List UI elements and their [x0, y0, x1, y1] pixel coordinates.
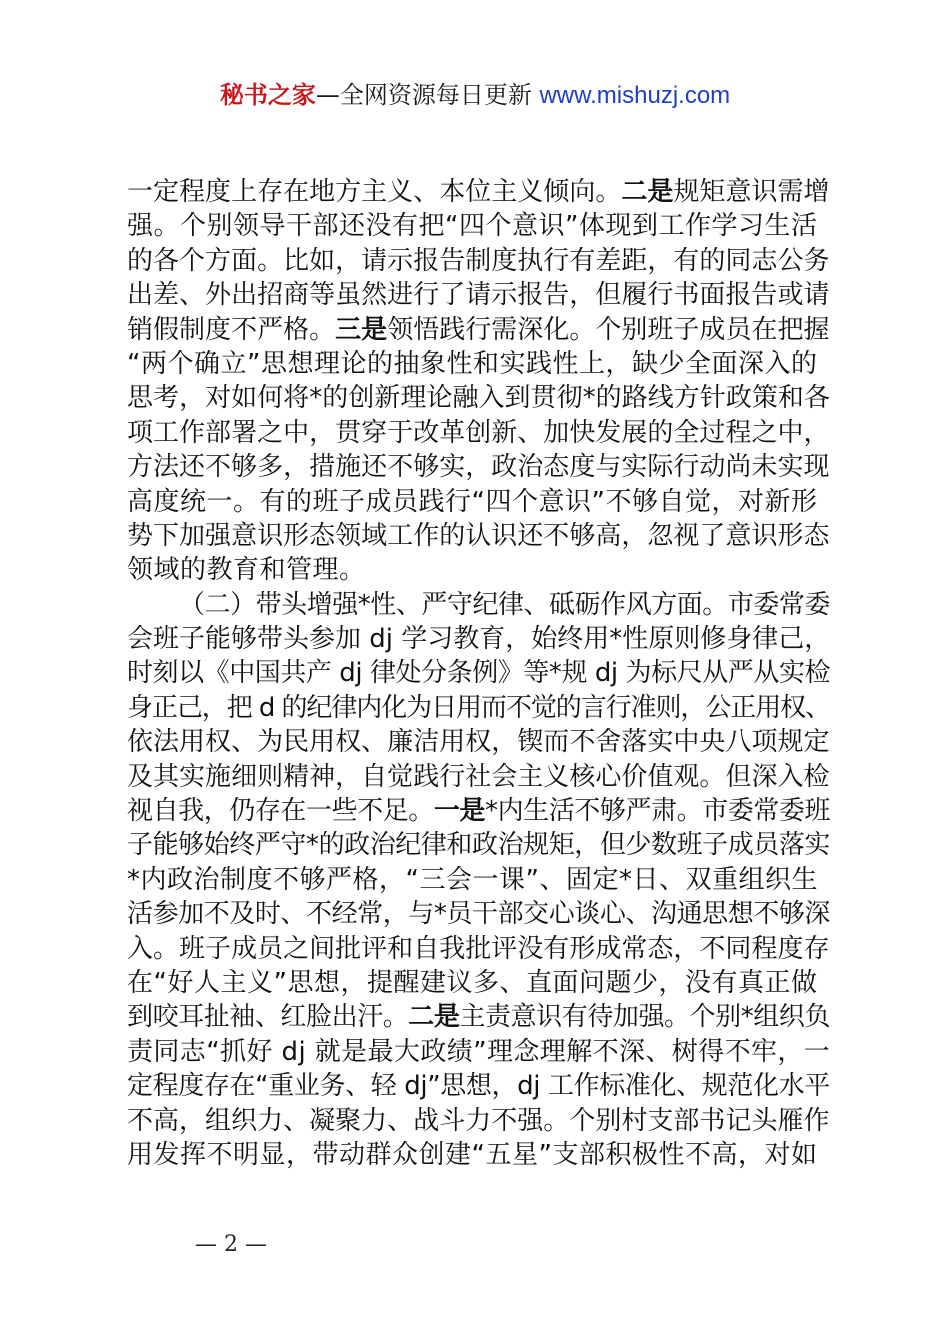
text-line — [127, 1000, 830, 1034]
text-line — [127, 897, 830, 931]
text-line — [127, 656, 830, 690]
text-line — [127, 209, 830, 243]
text-line — [127, 381, 830, 415]
page-number: — 2 — — [195, 1232, 267, 1257]
text-line — [127, 725, 830, 759]
text-line — [127, 588, 830, 622]
text-segment: 强。个别领导干部还没有把“四个意识”体现到工作学习生活 — [127, 211, 818, 242]
text-line — [127, 1069, 830, 1103]
text-segment: 视自我，仍存在一些不足。 — [127, 796, 434, 827]
text-segment: 活参加不及时、不经常，与*员干部交心谈心、沟通思想不够深 — [127, 899, 831, 930]
text-segment: 销假制度不严格。 — [127, 314, 336, 345]
text-segment: 的各个方面。比如，请示报告制度执行有差距，有的同志公务 — [127, 245, 830, 276]
site-header — [0, 78, 950, 113]
site-brand: 秘书之家 — [219, 81, 316, 109]
text-line — [127, 485, 830, 519]
bold-marker: 三是 — [335, 314, 388, 345]
site-url[interactable]: www.mishuzj.com — [539, 82, 731, 109]
text-line — [127, 244, 830, 278]
text-line — [127, 450, 830, 484]
text-segment: 入。班子成员之间批评和自我批评没有形成常态，不同程度存 — [127, 933, 830, 964]
text-line — [127, 313, 830, 347]
text-line — [127, 175, 830, 209]
text-segment: 会班子能够带头参加 dj 学习教育，始终用*性原则修身律己， — [127, 624, 831, 655]
bold-marker: 二是 — [408, 1002, 460, 1033]
text-line — [127, 519, 830, 553]
text-segment: 主责意识有待加强。个别*组织负 — [459, 1002, 831, 1033]
text-segment: 出差、外出招商等虽然进行了请示报告，但履行书面报告或请 — [127, 280, 830, 311]
text-line — [127, 1138, 830, 1172]
text-segment: 领悟践行需深化。个别班子成员在把握 — [387, 314, 830, 345]
text-segment: 高度统一。有的班子成员践行“四个意识”不够自觉，对新形 — [127, 486, 818, 517]
text-segment: 责同志“抓好 dj 就是最大政绩”理念理解不深、树得不牢，一 — [127, 1036, 831, 1067]
text-line — [127, 553, 830, 587]
text-line — [127, 278, 830, 312]
text-line — [127, 622, 830, 656]
text-segment: 方法还不够多，措施还不够实，政治态度与实际行动尚未实现 — [127, 452, 830, 483]
text-segment: *内政治制度不够严格，“三会一课”、固定*日、双重组织生 — [127, 864, 818, 895]
text-line — [127, 416, 830, 450]
text-line — [127, 1104, 830, 1138]
text-segment: 势下加强意识形态领域工作的认识还不够高，忽视了意识形态 — [127, 520, 830, 551]
text-line — [127, 863, 830, 897]
text-segment: “两个确立”思想理论的抽象性和实践性上，缺少全面深入的 — [127, 348, 818, 379]
text-line — [127, 966, 830, 1000]
text-segment: 子能够始终严守*的政治纪律和政治规矩，但少数班子成员落实 — [127, 830, 831, 861]
text-line — [127, 760, 830, 794]
text-segment: 到咬耳扯袖、红脸出汗。 — [127, 1002, 409, 1033]
text-segment: 依法用权、为民用权、廉洁用权，锲而不舍落实中央八项规定 — [127, 727, 830, 758]
text-segment: （二）带头增强*性、严守纪律、砥砺作风方面。市委常委 — [179, 589, 831, 620]
site-tagline: —全网资源每日更新 — [315, 81, 540, 109]
text-line — [127, 932, 830, 966]
text-segment: 领域的教育和管理。 — [127, 555, 366, 586]
text-line — [127, 1035, 830, 1069]
bold-marker: 二是 — [621, 177, 674, 207]
text-segment: *内生活不够严肃。市委常委班 — [485, 796, 831, 827]
text-segment: 时刻以《中国共产 dj 律处分条例》等*规 dj 为标尺从严从实检 — [127, 658, 831, 689]
bold-marker: 一是 — [433, 796, 486, 827]
text-line — [127, 828, 830, 862]
text-segment: 身正己，把 d 的纪律内化为日用而不觉的言行准则，公正用权、 — [127, 692, 831, 723]
text-segment: 项工作部署之中，贯穿于改革创新、加快发展的全过程之中， — [127, 417, 830, 448]
text-line — [127, 691, 830, 725]
text-segment: 规矩意识需增 — [673, 177, 830, 207]
text-segment: 一定程度上存在地方主义、本位主义倾向。 — [127, 177, 622, 207]
text-line — [127, 794, 830, 828]
text-segment: 在“好人主义”思想，提醒建议多、直面问题少，没有真正做 — [127, 967, 818, 998]
text-segment: 及其实施细则精神，自觉践行社会主义核心价值观。但深入检 — [127, 761, 830, 792]
text-segment: 用发挥不明显，带动群众创建“五星”支部积极性不高，对如 — [127, 1139, 818, 1170]
text-segment: 不高，组织力、凝聚力、战斗力不强。个别村支部书记头雁作 — [127, 1105, 830, 1136]
text-segment: 定程度存在“重业务、轻 dj”思想，dj 工作标准化、规范化水平 — [127, 1071, 830, 1102]
text-line — [127, 347, 830, 381]
document-body — [127, 175, 830, 1172]
text-segment: 思考，对如何将*的创新理论融入到贯彻*的路线方针政策和各 — [127, 383, 831, 414]
